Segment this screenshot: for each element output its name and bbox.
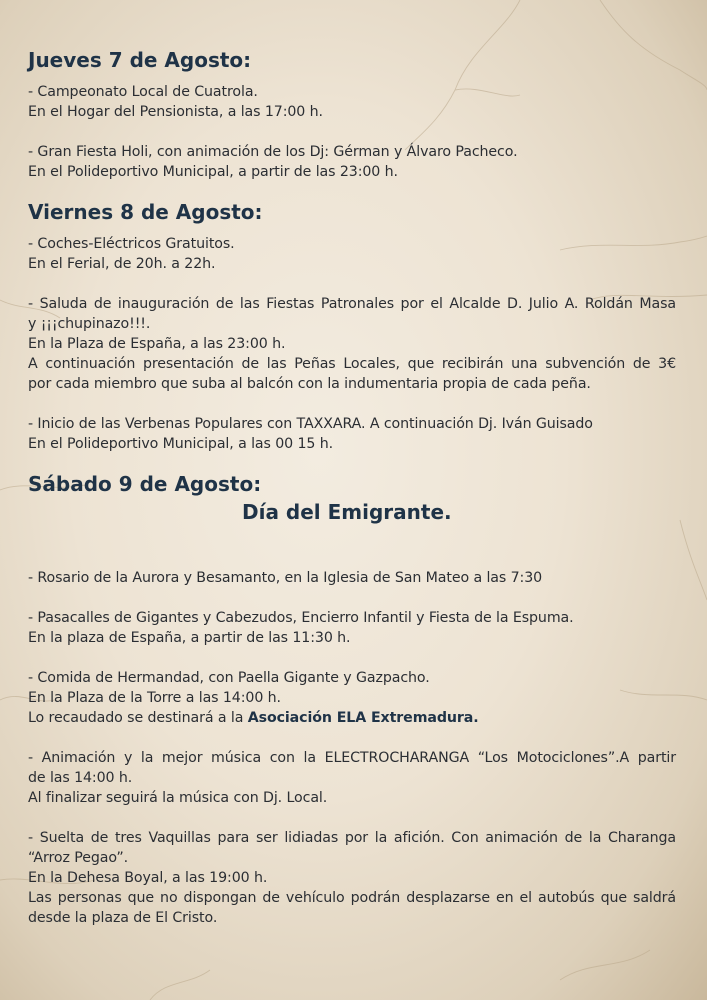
event-line: Al finalizar seguirá la música con Dj. Local.: [28, 790, 328, 806]
section-jueves: [28, 46, 676, 182]
event-line: - Rosario de la Aurora y Besamanto, en la Iglesia de San Mateo a las 7:30: [28, 570, 543, 586]
event-line: - Gran Fiesta Holi, con animación de los Dj: Gérman y Álvaro Pacheco.: [28, 144, 518, 160]
event-line: En la Plaza de España, a las 23:00 h.: [28, 336, 286, 352]
day-heading-viernes: Viernes 8 de Agosto:: [28, 200, 263, 224]
event-line: de las 14:00 h.: [28, 770, 133, 786]
event-line: y ¡¡¡chupinazo!!!.: [28, 316, 151, 332]
day-heading-jueves: Jueves 7 de Agosto:: [28, 48, 252, 72]
event-line: En el Polideportivo Municipal, a partir de las 23:00 h.: [28, 164, 398, 180]
event-line-text: Lo recaudado se destinará a la: [28, 710, 248, 726]
event-line: - Suelta de tres Vaquillas para ser lidiadas por la afición. Con animación de la Charanga: [28, 830, 676, 846]
section-sabado: [28, 470, 676, 928]
event-line: desde la plaza de El Cristo.: [28, 910, 218, 926]
association-name: Asociación ELA Extremadura.: [247, 710, 479, 726]
event-line: En la plaza de España, a partir de las 11:30 h.: [28, 630, 351, 646]
event-line: En la Plaza de la Torre a las 14:00 h.: [28, 690, 281, 706]
event-line: - Inicio de las Verbenas Populares con TAXXARA. A continuación Dj. Iván Guisado: [28, 416, 593, 432]
event-line: En el Ferial, de 20h. a 22h.: [28, 256, 216, 272]
program-page: [28, 46, 676, 928]
event-line: A continuación presentación de las Peñas Locales, que recibirán una subvención de 3€: [28, 356, 676, 372]
event-line: por cada miembro que suba al balcón con la indumentaria propia de cada peña.: [28, 376, 591, 392]
event-line: - Pasacalles de Gigantes y Cabezudos, Encierro Infantil y Fiesta de la Espuma.: [28, 610, 574, 626]
event-line: [28, 708, 676, 728]
event-line: En la Dehesa Boyal, a las 19:00 h.: [28, 870, 268, 886]
event-line: En el Hogar del Pensionista, a las 17:00 h.: [28, 104, 323, 120]
event-line: - Animación y la mejor música con la ELECTROCHARANGA “Los Motociclones”.A partir: [28, 750, 676, 766]
event-line: - Campeonato Local de Cuatrola.: [28, 84, 258, 100]
section-viernes: [28, 198, 676, 454]
event-line: - Comida de Hermandad, con Paella Gigante y Gazpacho.: [28, 670, 430, 686]
event-line: - Coches-Eléctricos Gratuitos.: [28, 236, 235, 252]
subheading-dia-emigrante: Día del Emigrante.: [242, 500, 452, 524]
event-line: Las personas que no dispongan de vehículo podrán desplazarse en el autobús que saldrá: [28, 890, 676, 906]
event-line: - Saluda de inauguración de las Fiestas Patronales por el Alcalde D. Julio A. Roldán Masa: [28, 296, 676, 312]
day-heading-sabado: Sábado 9 de Agosto:: [28, 472, 262, 496]
event-line: En el Polideportivo Municipal, a las 00 15 h.: [28, 436, 334, 452]
event-line: “Arroz Pegao”.: [28, 850, 129, 866]
